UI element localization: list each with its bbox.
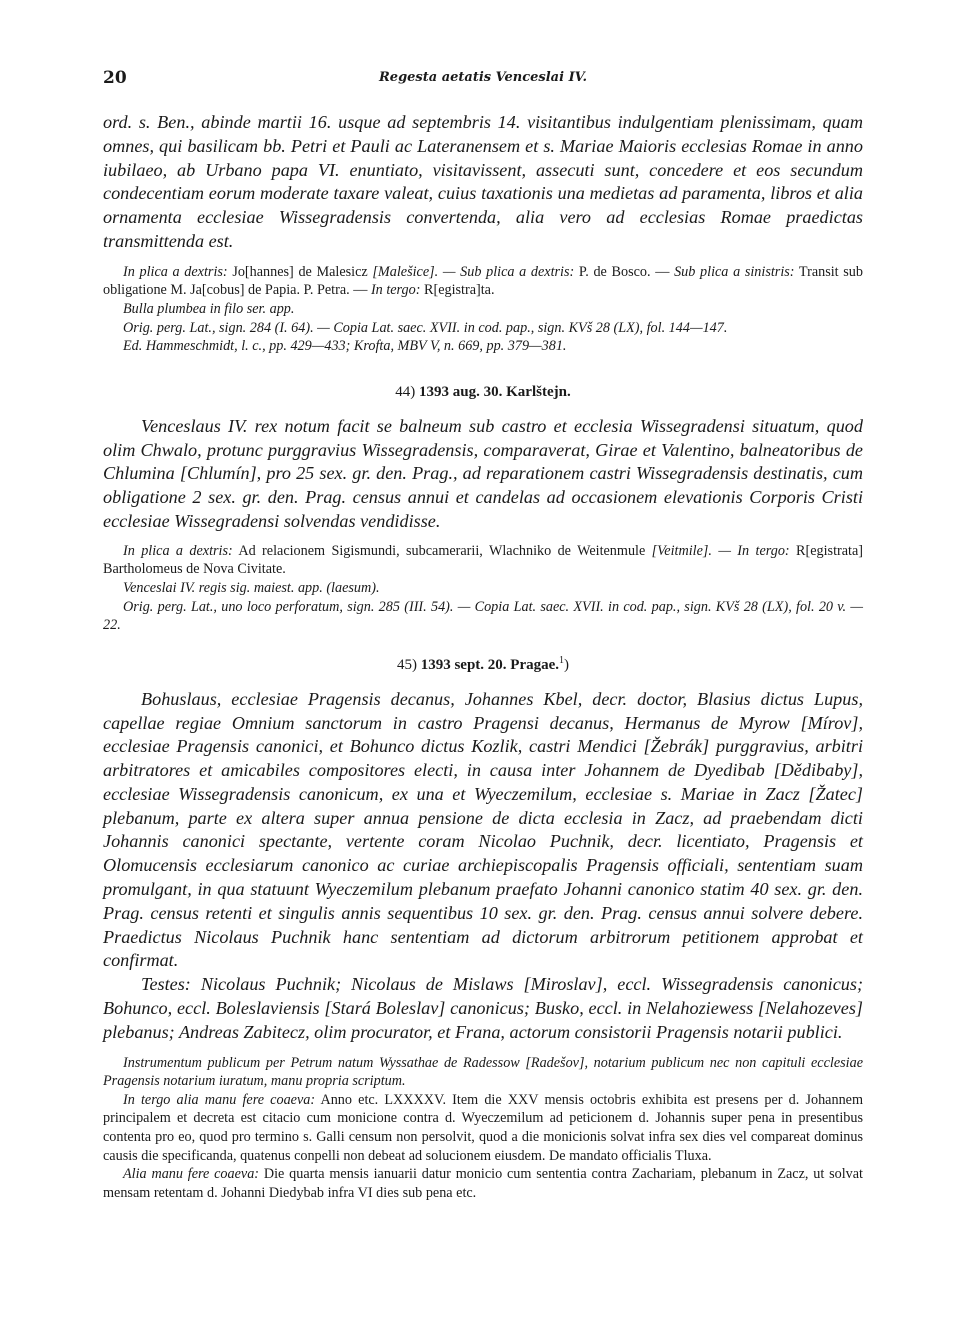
entry-44-note-seal: Venceslai IV. regis sig. maiest. app. (laesum). <box>123 579 380 596</box>
note-text: R[egistra]ta. <box>420 282 495 299</box>
footnote-mark: 1 <box>559 654 565 666</box>
entry-45-text: Bohuslaus, ecclesiae Pragensis decanus, Johannes Kbel, decr. doctor, Blasius dictus Lupus, capellae regiae Omnium sanctorum in castro Pragensi decanus, Hermanus de Myrow [Mírov], ecclesiae Pragensis canonici, et Bohunco dictus Kozlik, castri Mendici [Žebrák] purggravius, arbitri arbitratores et amicabiles compositores electi, in causa inter Johannem de Dyedibab [Dědibaby], ecclesiae Wissegradensis canonicum, ex una et Wyeczemilum, ecclesiae s. Mariae in Zacz [Žatec] plebanum, parte ex altera super annua pensione de dicta ecclesia in Zacz, ad praebendam dicti Johannis canonici spectante, vertente coram Nicolao Puchnik, decr. licentiato, Pragensis et Olomucensis ecclesiarum canonico ac curiae archiepiscopalis Pragensis officiali, sententiam suam promulgant, in qua statuunt Wyeczemilum plebanum praefato Johanni canonico statim 40 sex. gr. den. Prag. census retenti et singulis annis sequentibus 10 sex. gr. den. Prag. census annui solvere debere. Praedictus Nicolaus Puchnik hanc sententiam ad dictorum arbitrorum petitionem approbat et confirmat. <box>103 688 863 971</box>
note-label: [Veitmile]. — In tergo: <box>651 542 790 559</box>
note-label: In plica a dextris: <box>123 263 228 280</box>
entry-43-notes <box>103 263 863 356</box>
page-header <box>103 68 863 88</box>
entry-43-note-plica <box>103 263 863 300</box>
note-label: In tergo alia manu fere coaeva: <box>123 1091 316 1108</box>
page-number: 20 <box>103 68 127 88</box>
entry-44-text: Venceslaus IV. rex notum facit se balneum sub castro et ecclesia Wissegradensi situatum, quod olim Chwalo, protunc purggravius Wissegradensis, comparaverat, Girae et Valentino, balneatoribus de Chlumina [Chlumín], pro 25 sex. gr. den. Prag., ad reparationem castri Wissegradensis destinatis, cum obligatione 2 sex. gr. den. Prag. census annui et candelas ad occasionem elevationis Corporis Cristi ecclesiae Wissegradensi solvendas vendidisse. <box>103 415 863 531</box>
entry-43-text: ord. s. Ben., abinde martii 16. usque ad septembris 14. visitantibus indulgentiam plenissimam, quam omnes, qui basilicam bb. Petri et Pauli ac Lateranensem et s. Mariae Maioris ecclesias Romae in anno iubilaeo, ab Urbano papa VI. enuntiato, visitavissent, assecuti sunt, concedere et eos secundum condecentiam eorum moderate taxare valeat, cuius taxationis una medietas ad paramenta, libros et alia ornamenta ecclesiae Wissegradensis convertenda, alia vero ad ecclesias Romae praedictas transmittenda est. <box>103 112 863 251</box>
entry-number: 45) <box>396 656 417 673</box>
note-label: In tergo: <box>370 282 421 299</box>
entry-45-note-instrument: Instrumentum publicum per Petrum natum Wyssathae de Radessow [Radešov], notarium publicum nec non capituli ecclesiae Pragensis notarium iuratum, manu propria scriptum. <box>103 1054 863 1090</box>
note-label: Sub plica a sinistris: <box>674 263 795 280</box>
entry-43-note-edition: Ed. Hammeschmidt, l. c., pp. 429—433; Krofta, MBV V, n. 669, pp. 379—381. <box>123 338 567 355</box>
note-label: Alia manu fere coaeva: <box>123 1166 260 1183</box>
note-text: Transit sub obligatione M. Ja[cobus] de Papia. P. Petra. — <box>103 263 863 299</box>
entry-45-witnesses: Testes: Nicolaus Puchnik; Nicolaus de Mislaws [Miroslav], eccl. Wissegradensis canonicus; Bohunco, eccl. Boleslaviensis [Stará Boleslav] canonicus; Busko, eccl. in Nelahoziewess [Nelahozeves] plebanus; Andreas Zabitecz, olim procurator, et Frana, actorum consistorii Pragensis notarii publici. <box>103 974 863 1042</box>
entry-date: 1393 sept. 20. Pragae. <box>420 656 560 673</box>
note-label: In plica a dextris: <box>123 542 233 559</box>
note-text: Jo[hannes] de Malesicz <box>227 263 373 280</box>
entry-45-note-other-hand <box>103 1165 863 1202</box>
note-text: P. de Bosco. — <box>574 263 675 280</box>
note-text: R[egistrata] Bartholomeus de Nova Civitate. <box>103 542 863 578</box>
note-text: Anno etc. LXXXXV. Item die XXV mensis octobris exhibita est presens per d. Johannem principalem et decreta est citacio cum monicione contra d. Wyeczemilum ad peticionem d. Johannis super pena in presentibus contenta pro eo, quod pro termino s. Galli censum non persolvit, quod a die monicionis solvat infra sex dies vel compareat dominus causis die specificanda, quatenus conpelli non debeat ad solucionem eiusdem. De mandato officialis Tluxa. <box>103 1091 863 1164</box>
entry-44-notes <box>103 542 863 635</box>
entry-45-heading: 45) 1393 sept. 20. Pragae.$^1$) <box>396 654 570 673</box>
entry-44-note-plica <box>103 542 863 579</box>
running-title: Regesta aetatis Venceslai IV. <box>379 70 587 85</box>
entry-44-note-original: Orig. perg. Lat., uno loco perforatum, sign. 285 (III. 54). — Copia Lat. saec. XVII. in cod. pap., sign. KVš 28 (LX), fol. 20 v. — 22. <box>103 598 863 634</box>
note-label: [Malešice]. — Sub plica a dextris: <box>372 263 575 280</box>
entry-number: 44) <box>395 383 416 400</box>
entry-45-notes <box>103 1054 863 1203</box>
note-text: Die quarta mensis ianuarii datur monicio cum sententia contra Zachariam, plebanum in Zacz, ut solvat mensam retentam d. Johanni Diedybab infra VI dies sub pena etc. <box>103 1166 863 1201</box>
entry-date: 1393 aug. 30. Karlštejn. <box>419 383 571 400</box>
page-content <box>103 111 863 1202</box>
entry-43-note-original: Orig. perg. Lat., sign. 284 (I. 64). — Copia Lat. saec. XVII. in cod. pap., sign. KVš 28 (LX), fol. 144—147. <box>123 319 728 336</box>
entry-45-note-dorse <box>103 1091 863 1165</box>
note-text: Ad relacionem Sigismundi, subcamerarii, Wlachniko de Weitenmule <box>232 542 652 559</box>
entry-43-note-seal: Bulla plumbea in filo ser. app. <box>123 300 295 317</box>
entry-44-heading <box>103 384 863 401</box>
